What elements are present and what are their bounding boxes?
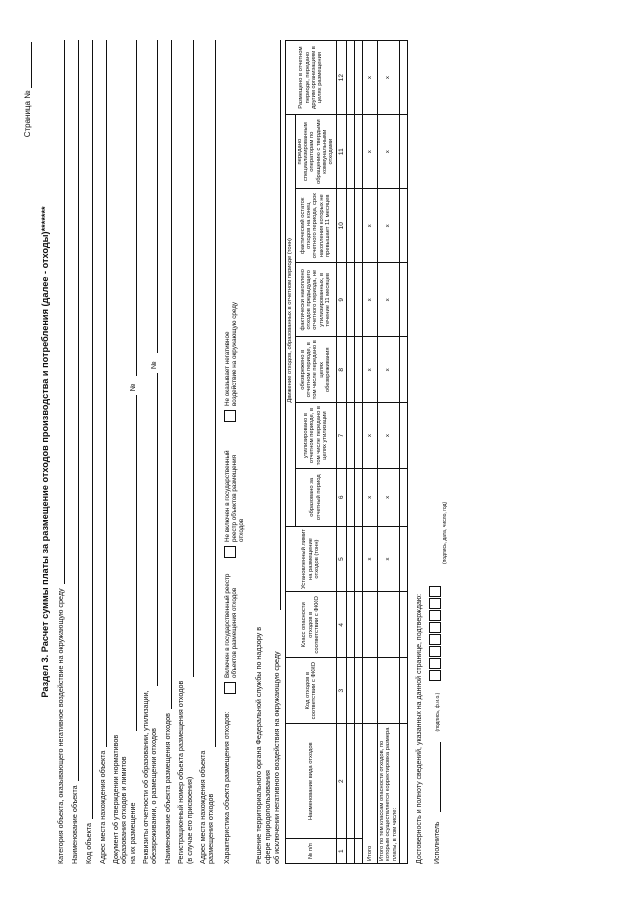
col-utilized: утилизировано в отчетном периоде, в том числе передано в целях утилизации bbox=[295, 403, 336, 469]
col-placed: Размещено в отчетном периоде, передано другим организациям в целях размещения bbox=[286, 41, 337, 115]
table-number-row: 1 2 3 4 5 6 7 8 9 10 11 12 bbox=[336, 41, 346, 864]
table-row bbox=[346, 41, 354, 864]
object-code-input[interactable] bbox=[84, 40, 93, 819]
field-code: Код объекта bbox=[84, 40, 93, 864]
col-accum-end: фактический остаток отходов на конец отчетного периода, срок накопления которых не превышает 11 месяцев bbox=[295, 189, 336, 263]
field-reporting: Реквизиты отчетности об образовании, утилизации, обезвреживании, о размещении отходов № bbox=[142, 40, 159, 864]
col-code: Код отходов в соответствии с ФККО bbox=[286, 658, 337, 724]
page-number-field[interactable] bbox=[22, 42, 32, 88]
decision-input[interactable] bbox=[272, 40, 281, 610]
col-name: Наименование вида отходов bbox=[286, 724, 337, 839]
signature-input[interactable] bbox=[431, 742, 441, 812]
page-number: Страница № bbox=[22, 42, 32, 137]
col-accum-prev: фактически накоплено отходов предыдущего отчетного периода, не утилизированных, в течение 11 месяцев bbox=[295, 263, 336, 337]
table-header-row bbox=[286, 41, 295, 864]
checkbox[interactable] bbox=[224, 410, 236, 422]
signature-row: Исполнитель (подпись, ф.и.о.) bbox=[429, 40, 441, 864]
col-limit: Установленный лимит на размещение отходов (тонн) bbox=[286, 526, 337, 592]
checkbox[interactable] bbox=[224, 682, 236, 694]
approval-doc-input[interactable] bbox=[128, 395, 137, 731]
field-disposal-name: Наименование объекта размещения отходов bbox=[163, 40, 172, 864]
col-class: Класс опасности отходов в соответствии с ФККО bbox=[286, 592, 337, 658]
approval-doc-number-input[interactable] bbox=[128, 40, 137, 376]
table-row bbox=[354, 41, 362, 864]
characteristics: Характеристика объекта размещения отходов: Включен в государственный реестр объектов размещения отходов Не включен в государственный реестр объектов размещения отходов Не оказывает негативное воздействие на окружающую среду bbox=[224, 40, 246, 864]
table-row-total-correction: Итого по тем классам опасности отходов, по которым осуществляется корректировка размера платы, в том числе: x x x x x x x x bbox=[377, 41, 399, 864]
option-not-in-registry[interactable]: Не включен в государственный реестр объектов размещения отходов bbox=[224, 434, 246, 558]
option-in-registry[interactable]: Включен в государственный реестр объектов размещения отходов bbox=[224, 570, 238, 694]
reporting-input[interactable] bbox=[149, 373, 158, 686]
reg-number-input[interactable] bbox=[185, 40, 194, 677]
disposal-name-input[interactable] bbox=[163, 40, 172, 709]
footer-statement: Достоверность и полноту сведений, указанных на данной странице, подтверждаю: bbox=[416, 593, 424, 864]
field-disposal-address: Адрес места нахождения объекта размещения отходов bbox=[199, 40, 216, 864]
decision: Решение территориального органа Федеральной службы по надзору в сфере природопользования об исключении негативного воздействия на окружающую среду bbox=[255, 40, 281, 864]
col-no: № п/п bbox=[286, 839, 337, 864]
table-row-total: Итого x x x x x x x x bbox=[362, 41, 377, 864]
field-category: Категория объекта, оказывающего негативное воздействие на окружающую среду bbox=[56, 40, 65, 864]
form-page bbox=[10, 12, 630, 892]
reporting-number-input[interactable] bbox=[149, 40, 158, 353]
field-name: Наименование объекта bbox=[70, 40, 79, 864]
table-row bbox=[400, 41, 408, 864]
field-reg-number: Регистрационный номер объекта размещения отходов (в случае его присвоения) bbox=[177, 40, 194, 864]
object-address-input[interactable] bbox=[98, 40, 107, 747]
object-name-input[interactable] bbox=[70, 40, 79, 781]
col-neutralized: обезврежено в отчетном периоде, в том числе передано в целях обезвреживания bbox=[295, 337, 336, 403]
date-caption: (подпись, дата, число, год) bbox=[442, 501, 449, 564]
col-formed: образовано за отчетный период bbox=[295, 469, 336, 527]
category-input[interactable] bbox=[56, 40, 65, 584]
field-address: Адрес места нахождения объекта bbox=[98, 40, 107, 864]
checkbox[interactable] bbox=[224, 546, 236, 558]
waste-table bbox=[285, 40, 408, 864]
col-group: Движение отходов, образованных в отчетном периоде (тонн) bbox=[286, 115, 295, 526]
option-no-impact[interactable]: Не оказывает негативное воздействие на окружающую среду bbox=[224, 298, 238, 422]
disposal-address-input[interactable] bbox=[207, 40, 216, 747]
field-approval-doc: Документ об утверждении нормативов образования отходов и лимитов на их размещение № bbox=[112, 40, 137, 864]
col-transferred: передано специализированным операторам по обращению с твердыми коммунальными отходами bbox=[295, 115, 336, 189]
date-boxes[interactable] bbox=[429, 585, 441, 681]
section-title: Раздел 3. Расчет суммы платы за размещение отходов производства и потребления (далее - отходы)******* bbox=[40, 206, 50, 698]
